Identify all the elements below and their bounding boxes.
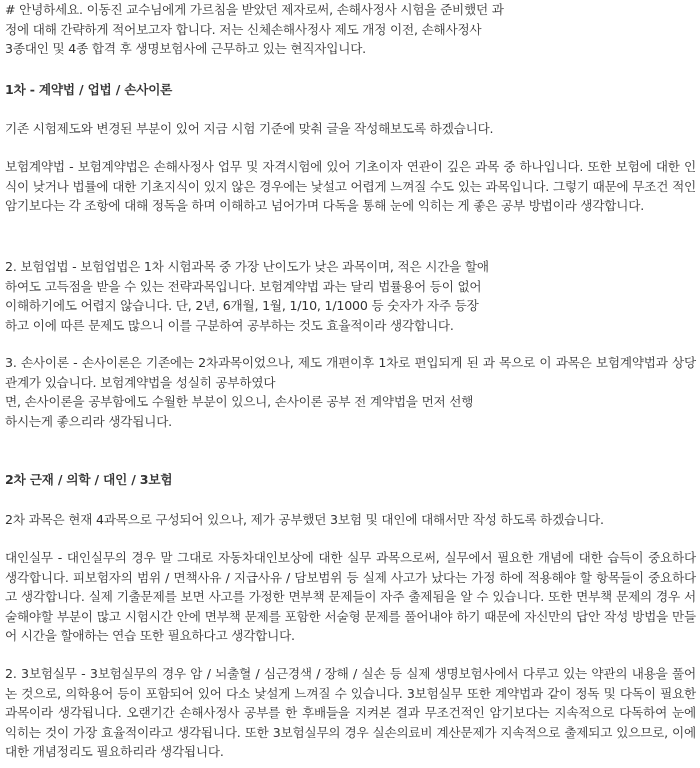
section-2-item-third-sector-insurance-practice: 2. 3보험실무 - 3보험실무의 경우 암 / 뇌출혈 / 심근경색 / 장해 / 실손 등 실제 생명보험사에서 다루고 있는 약관의 내용을 풀어 논 것으로, 의학용어 등이 포함되어 있어 다소 낯설게 느껴질 수 있습니다. 3보험실무 또한 계약법과 같이 정독 및 다독이 필요한 과목이라 생각됩니다. 오랜기간 손해사정사 공부를 한 후배들을 지켜본 결과 무조건적인 암기보다는 지속적으로 다독하여 눈에 익히는 것이 가장 효율적이라고 생각됩니다. 또한 3보험실무의 경우 실손의료비 계산문제가 지속적으로 출제되고 있으므로, 이에 대한 개념정리도 필요하리라 생각됩니다. — [5, 666, 696, 759]
section-2-item-bodily-injury-practice: 대인실무 - 대인실무의 경우 말 그대로 자동차대인보상에 대한 실무 과목으로써, 실무에서 필요한 개념에 대한 습득이 중요하다 생각합니다. 피보험자의 범위 / 면책사유 / 지급사유 / 담보범위 등 실제 사고가 났다는 가정 하에 적용해야 할 항목들이 중요하다고 생각합니다. 실제 기출문제를 보면 사고를 가정한 면부책 문제들이 자주 출제됨을 알 수 있습니다. 또한 면부책 문제의 경우 서술해야할 부분이 많고 시험시간 안에 면부책 문제를 포함한 서술형 문제를 풀어내야 하기 때문에 자신만의 답안 작성 방법을 만들어 시간을 할애하는 연습 또한 필요하다고 생각합니다. — [5, 550, 696, 643]
section-2-lead: 2차 과목은 현재 4과목으로 구성되어 있으나, 제가 공부했던 3보험 및 대인에 대해서만 작성 하도록 하겠습니다. — [5, 512, 604, 527]
section-2-heading: 2차 근재 / 의학 / 대인 / 3보험 — [5, 472, 173, 487]
section-1-item-claims-theory: 3. 손사이론 - 손사이론은 기존에는 2차과목이었으나, 제도 개편이후 1차로 편입되게 된 과 목으로 이 과목은 보험계약법과 상당 관계가 있습니다. 보험계약법을 성실히 공부하였다 면, 손사이론을 공부함에도 수월한 부분이 있으니, 손사이론 공부 전 계약법을 먼저 선행 하시는게 좋으리라 생각됩니다. — [5, 355, 696, 429]
section-1-item-insurance-contract-law: 보험계약법 - 보험계약법은 손해사정사 업무 및 자격시험에 있어 기초이자 연관이 깊은 과목 중 하나입니다. 또한 보험에 대한 인식이 낮거나 법률에 대한 기초지식이 있지 않은 경우에는 낯설고 어렵게 느껴질 수도 있는 과목입니다. 그렇기 때문에 무조건 적인 암기보다는 각 조항에 대해 정독을 하며 이해하고 넘어가며 다독을 통해 눈에 익히는 게 좋은 공부 방법이라 생각합니다. — [5, 159, 696, 213]
section-1-item-insurance-business-law: 2. 보험업법 - 보험업법은 1차 시험과목 중 가장 난이도가 낮은 과목이며, 적은 시간을 할애 하여도 고득점을 받을 수 있는 전략과목입니다. 보험계약법 과는 달리 법률용어 등이 없어 이해하기에도 어렵지 않습니다. 단, 2년, 6개월, 1월, 1/10, 1/1000 등 숫자가 자주 등장 하고 이에 따른 문제도 많으니 이를 구분하여 공부하는 것도 효율적이라 생각합니다. — [5, 259, 489, 333]
intro-paragraph: # 안녕하세요. 이동진 교수님에게 가르침을 받았던 제자로써, 손해사정사 시험을 준비했던 과 정에 대해 간략하게 적어보고자 합니다. 저는 신체손해사정사 제도 개정 이전, 손해사정사 3종대인 및 4종 합격 후 생명보험사에 근무하고 있는 현직자입니다. — [5, 2, 504, 56]
section-1-heading: 1차 - 계약법 / 업법 / 손사이론 — [5, 82, 173, 97]
section-1-lead: 기존 시험제도와 변경된 부분이 있어 지금 시험 기준에 맞춰 글을 작성해보도록 하겠습니다. — [5, 121, 494, 136]
